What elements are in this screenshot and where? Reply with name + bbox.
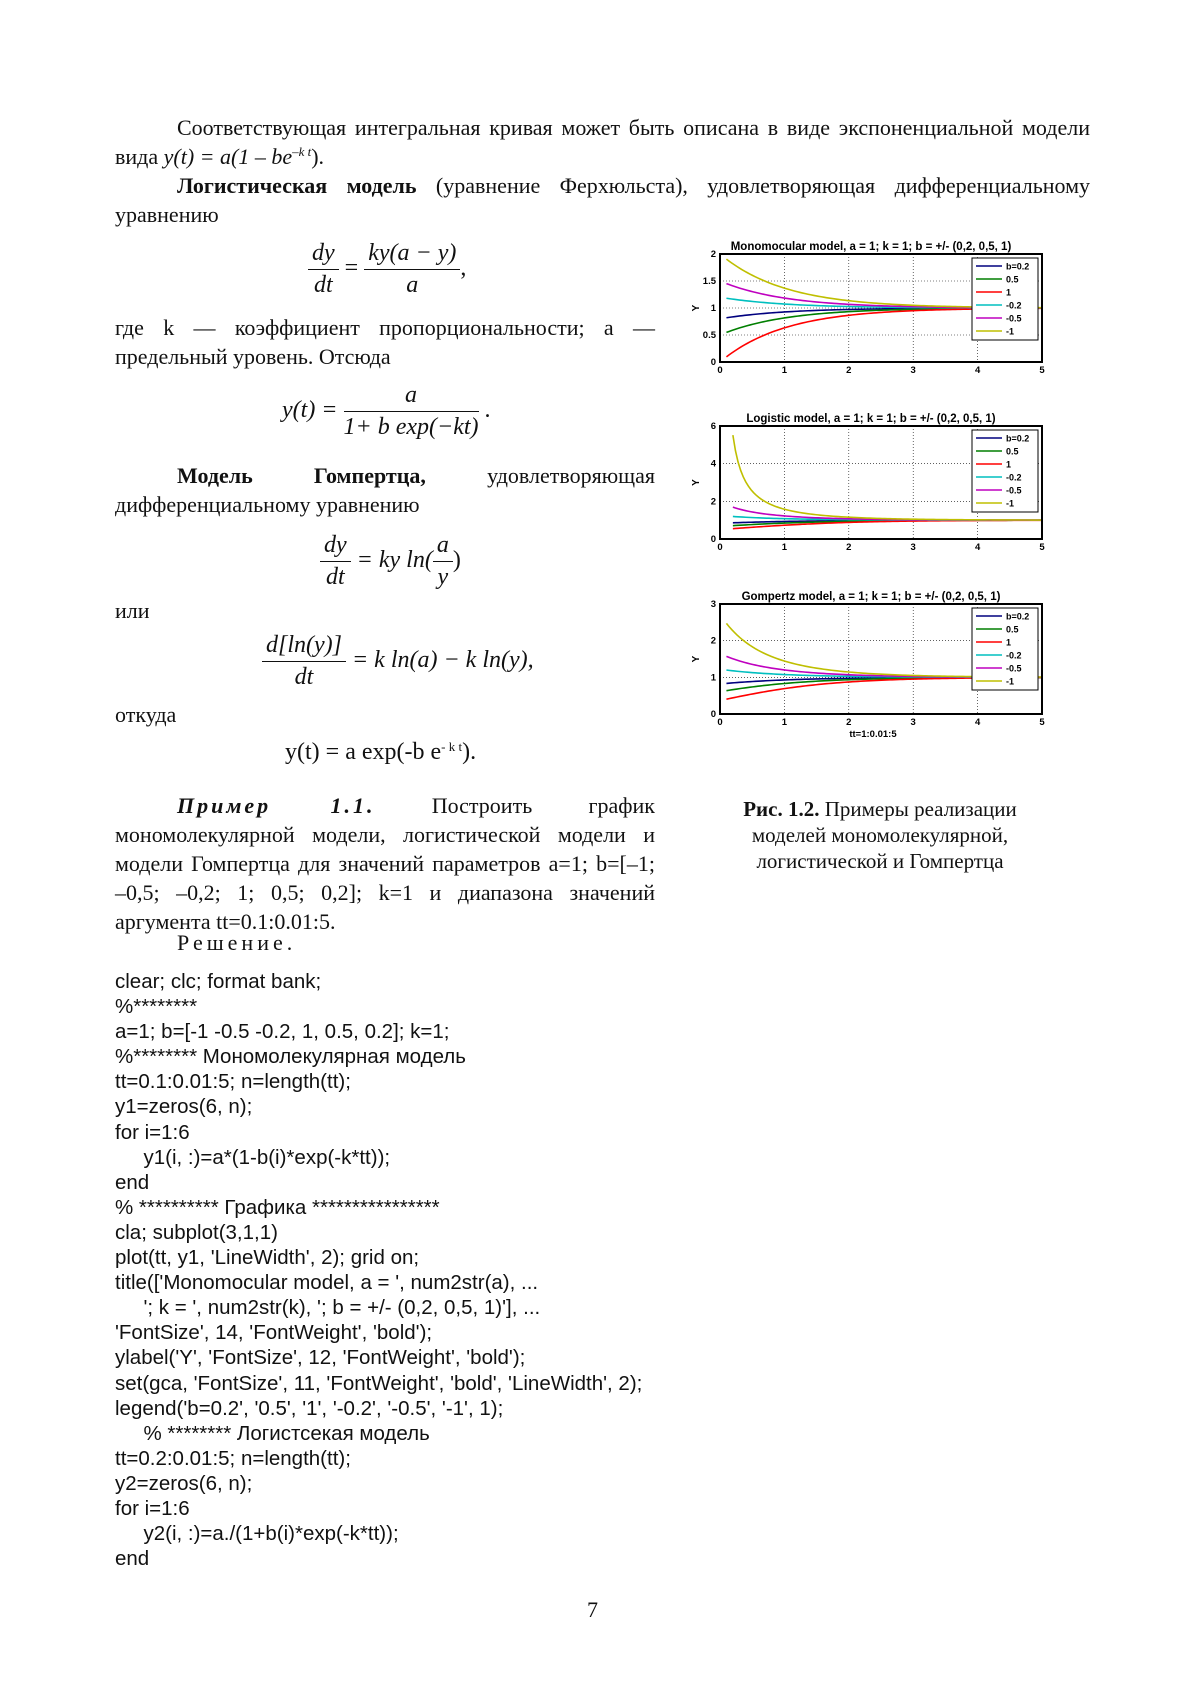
code-line: y2=zeros(6, n);	[115, 1471, 253, 1495]
caption-text: Примеры реализации моделей мономолекулярной, логистической и Гомпертца	[751, 797, 1017, 873]
code-line: % ******** Логистсекая модель	[115, 1421, 430, 1445]
intro-paragraph	[115, 113, 1090, 171]
x-tick-label: 0	[717, 365, 723, 376]
legend-label: -0.5	[1006, 485, 1022, 496]
x-tick-label: 4	[974, 717, 981, 728]
eq3-numerator: dy	[320, 532, 351, 562]
code-line: y1=zeros(6, n);	[115, 1095, 253, 1119]
code-line: y2(i, :)=a./(1+b(i)*exp(-k*tt));	[115, 1522, 399, 1546]
eq3-inner-numerator: a	[433, 532, 453, 562]
eq5-exponent: - k t	[441, 739, 463, 754]
code-line: % ********** Графика ****************	[115, 1195, 440, 1219]
y-tick-label: 0	[710, 534, 716, 545]
code-listing	[115, 969, 642, 1571]
code-line: title(['Monomocular model, a = ', num2str(a), ...	[115, 1271, 539, 1295]
code-line: tt=0.1:0.01:5; n=length(tt);	[115, 1070, 351, 1094]
legend-label: b=0.2	[1006, 611, 1030, 622]
code-line: %********	[115, 995, 198, 1019]
or-text: или	[115, 598, 150, 623]
figure-caption	[715, 796, 1045, 874]
logistic-paragraph	[115, 171, 1090, 229]
legend-label: -1	[1006, 676, 1015, 687]
y-tick-label: 4	[710, 458, 716, 470]
x-tick-label: 2	[846, 717, 852, 728]
x-tick-label: 4	[974, 365, 981, 376]
legend-label: -1	[1006, 498, 1015, 509]
eq1-rhs-numerator: ky(a − y)	[364, 240, 460, 270]
y-tick-label: 6	[710, 421, 716, 432]
legend-label: -0.5	[1006, 663, 1022, 674]
coefficient-paragraph: где k — коэффициент пропорциональности; a — предельный уровень. Отсюда	[115, 315, 655, 369]
y-tick-label: 1.5	[702, 276, 716, 287]
x-tick-label: 5	[1039, 717, 1045, 728]
gompertz-paragraph	[115, 461, 655, 519]
legend-label: -0.2	[1006, 650, 1022, 661]
y-axis-label: Y	[691, 655, 702, 663]
x-tick-label: 0	[717, 717, 723, 728]
legend-label: b=0.2	[1006, 261, 1030, 272]
x-tick-label: 3	[910, 365, 916, 376]
intro-formula: y(t) = a(1 – be	[163, 144, 293, 169]
code-line: legend('b=0.2', '0.5', '1', '-0.2', '-0.5', '-1', 1);	[115, 1396, 504, 1420]
solution-heading: Решение.	[177, 930, 297, 955]
x-tick-label: 3	[910, 717, 916, 728]
x-tick-label: 1	[781, 717, 788, 728]
x-tick-label: 5	[1039, 542, 1045, 553]
figure-charts	[680, 240, 1080, 760]
y-axis-label: Y	[691, 304, 702, 312]
eq5-end: ).	[462, 739, 477, 765]
code-line: 'FontSize', 14, 'FontWeight', 'bold');	[115, 1321, 433, 1345]
gompertz-diff-equation: $\frac{dy}{dt}$ = ky ln( $\frac{a}{y}$ )	[320, 532, 461, 591]
y-tick-label: 2	[710, 249, 716, 260]
example-label: Пример 1.1.	[177, 793, 376, 818]
chart-title: Gompertz model, a = 1; k = 1; b = +/- (0,2, 0,5, 1)	[741, 591, 1001, 603]
caption-label: Рис. 1.2.	[743, 797, 820, 821]
code-line: cla; subplot(3,1,1)	[115, 1220, 278, 1244]
legend-label: 0.5	[1006, 446, 1019, 457]
logistic-diff-equation: $\frac{dy}{dt}$ = $\frac{ky(a - y)}{a}$ ,	[308, 240, 466, 299]
code-line: plot(tt, y1, 'LineWidth', 2); grid on;	[115, 1246, 420, 1270]
eq2-lhs: y(t) =	[282, 397, 338, 424]
x-tick-label: 3	[910, 542, 916, 553]
legend-label: -0.5	[1006, 313, 1022, 324]
eq1-numerator: dy	[308, 240, 339, 270]
code-line: clear; clc; format bank;	[115, 970, 322, 993]
x-tick-label: 5	[1039, 365, 1045, 376]
gompertz-heading: Модель Гомпертца,	[177, 463, 426, 488]
y-tick-label: 0	[710, 357, 716, 368]
eq5-body: y(t) = a exp(-b e	[285, 739, 442, 765]
example-text: Построить график мономолекулярной модели, логистической модели и модели Гомпертца для значений параметров a=1; b=[–1; –0,5; –0,2; 1; 0,5; 0,2]; k=1 и диапазона значений аргумента tt=0.1:0.01:5.	[115, 793, 655, 934]
y-tick-label: 1	[710, 672, 716, 684]
code-line: '; k = ', num2str(k), '; b = +/- (0,2, 0,5, 1)'], ...	[115, 1296, 541, 1320]
code-line: %******** Мономолекулярная модель	[115, 1045, 466, 1069]
x-tick-label: 1	[781, 542, 788, 553]
logistic-solution-equation: y(t) = $\frac{a}{\text{1+ b exp(−kt)}}$ .	[282, 382, 491, 440]
code-line: a=1; b=[-1 -0.5 -0.2, 1, 0.5, 0.2]; k=1;	[115, 1020, 450, 1044]
charts-svg	[680, 240, 1080, 760]
intro-formula-exponent: –k t	[292, 144, 312, 159]
y-tick-label: 2	[710, 496, 716, 508]
y-tick-label: 2	[710, 635, 716, 647]
code-line: tt=0.2:0.01:5; n=length(tt);	[115, 1446, 351, 1470]
y-tick-label: 0	[710, 709, 716, 720]
x-axis-label: tt=1:0.01:5	[849, 729, 897, 740]
y-axis-label: Y	[691, 479, 702, 486]
code-line: ylabel('Y', 'FontSize', 12, 'FontWeight', 'bold');	[115, 1346, 526, 1370]
example-paragraph	[115, 791, 655, 936]
code-line: for i=1:6	[115, 1120, 190, 1144]
y-tick-label: 0.5	[702, 330, 716, 341]
whence-text: откуда	[115, 702, 177, 727]
gompertz-log-equation	[262, 632, 534, 691]
code-line: set(gca, 'FontSize', 11, 'FontWeight', 'bold', 'LineWidth', 2);	[115, 1371, 643, 1395]
x-tick-label: 0	[717, 542, 723, 553]
x-tick-label: 4	[974, 542, 981, 553]
intro-text: Соответствующая интегральная кривая может быть описана в виде экспоненциальной модели вида	[115, 115, 1090, 169]
eq1-denominator: dt	[313, 272, 333, 298]
eq2-denominator: 1+ b exp(−kt)	[343, 414, 479, 440]
eq4-numerator: d[ln(y)]	[262, 632, 346, 662]
legend-label: 1	[1006, 287, 1012, 298]
logistic-heading: Логистическая модель	[177, 173, 417, 198]
eq3-denominator: dt	[325, 564, 345, 590]
y-tick-label: 3	[710, 599, 716, 610]
gompertz-solution-equation	[285, 739, 476, 766]
eq4-denominator: dt	[294, 664, 314, 690]
gompertz-text: удовлетворяющая дифференциальному уравнению	[115, 463, 655, 517]
eq3-rhs: = ky ln(	[356, 547, 433, 574]
code-line: end	[115, 1547, 150, 1571]
legend-label: -1	[1006, 326, 1015, 337]
legend-label: b=0.2	[1006, 433, 1030, 444]
chart-title: Monomocular model, a = 1; k = 1; b = +/- (0,2, 0,5, 1)	[730, 241, 1012, 253]
legend-label: 0.5	[1006, 624, 1019, 635]
code-line: y1(i, :)=a*(1-b(i)*exp(-k*tt));	[115, 1145, 391, 1169]
x-tick-label: 2	[846, 365, 852, 376]
legend-label: -0.2	[1006, 300, 1022, 311]
eq1-rhs-denominator: a	[406, 272, 419, 298]
code-line: end	[115, 1170, 150, 1194]
legend-label: 1	[1006, 459, 1012, 470]
x-tick-label: 2	[846, 542, 852, 553]
logistic-text: (уравнение Ферхюльста), удовлетворяющая дифференциальному уравнению	[115, 173, 1091, 227]
eq4-rhs: = k ln(a) − k ln(y),	[351, 647, 534, 674]
legend-label: -0.2	[1006, 472, 1022, 483]
chart-title: Logistic model, a = 1; k = 1; b = +/- (0,2, 0,5, 1)	[746, 413, 996, 425]
legend-label: 0.5	[1006, 274, 1019, 285]
page-number: 7	[587, 1597, 598, 1622]
x-tick-label: 1	[781, 365, 788, 376]
code-line: for i=1:6	[115, 1496, 190, 1520]
y-tick-label: 1	[710, 303, 716, 314]
intro-formula-end: ).	[311, 144, 325, 169]
eq3-inner-denominator: y	[437, 564, 449, 590]
legend-label: 1	[1006, 637, 1012, 648]
eq2-numerator: a	[344, 382, 479, 412]
